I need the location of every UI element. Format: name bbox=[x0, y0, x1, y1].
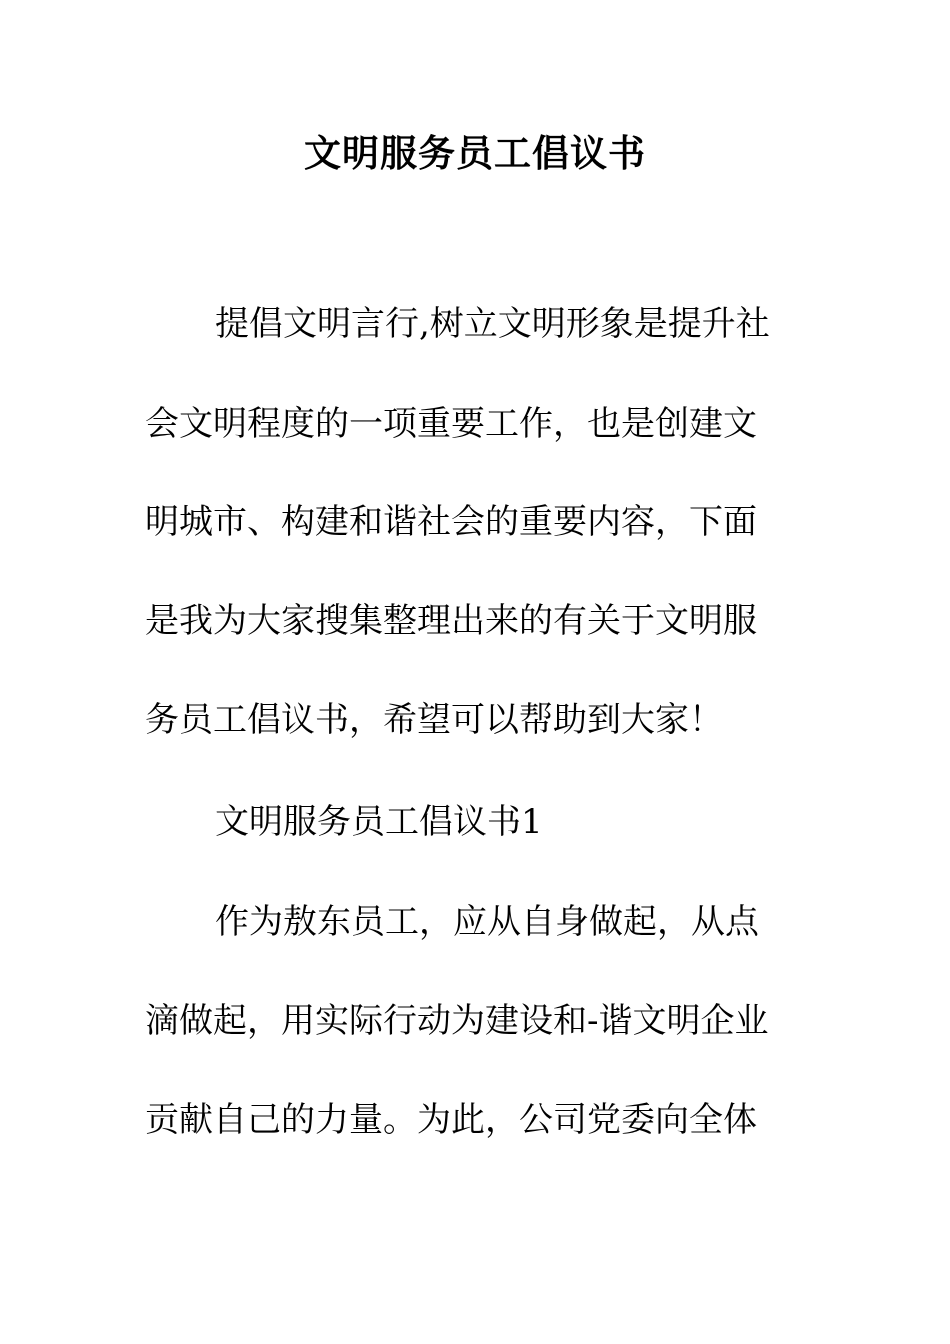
paragraph-line: 滴做起，用实际行动为建设和-谐文明企业 bbox=[145, 1001, 769, 1041]
paragraph-line: 明城市、构建和谐社会的重要内容，下面 bbox=[145, 502, 757, 542]
paragraph-line: 务员工倡议书，希望可以帮助到大家！ bbox=[145, 700, 723, 740]
document-title: 文明服务员工倡议书 bbox=[304, 132, 646, 175]
paragraph-line: 提倡文明言行,树立文明形象是提升社 bbox=[215, 304, 770, 344]
paragraph-line: 作为敖东员工，应从自身做起，从点 bbox=[215, 902, 759, 942]
paragraph-line: 会文明程度的一项重要工作，也是创建文 bbox=[145, 404, 757, 444]
paragraph-line: 是我为大家搜集整理出来的有关于文明服 bbox=[145, 601, 757, 641]
paragraph-line: 贡献自己的力量。为此，公司党委向全体 bbox=[145, 1100, 757, 1140]
section-heading: 文明服务员工倡议书1 bbox=[215, 802, 543, 842]
